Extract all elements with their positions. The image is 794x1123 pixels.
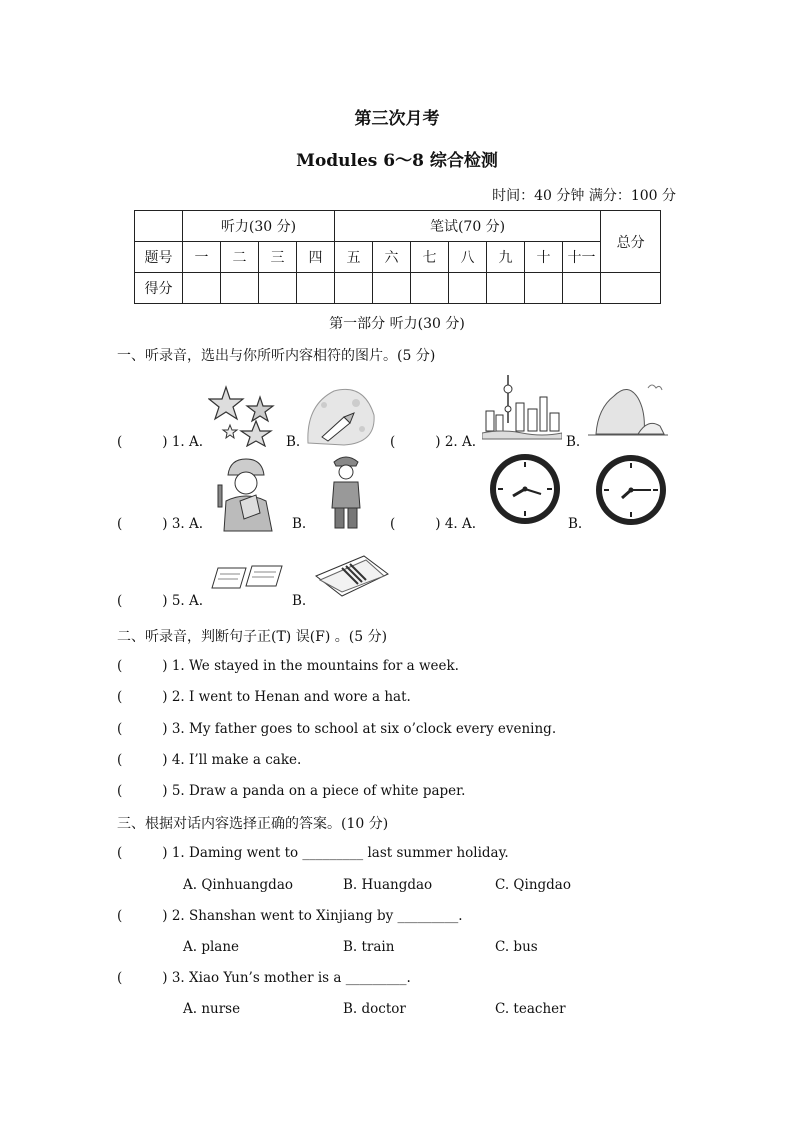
s3-q1-option-c: C. Qingdao <box>495 877 571 893</box>
s3-q3-option-a: A. nurse <box>183 1001 241 1017</box>
question-number: 十 <box>525 242 563 273</box>
question-number: 一 <box>183 242 221 273</box>
paper-bundle-icon <box>312 552 392 600</box>
listening-header: 听力(30 分) <box>183 211 335 242</box>
score-cell[interactable] <box>601 273 661 304</box>
section-1-title: 一、听录音，选出与你所听内容相符的图片。(5 分) <box>117 348 436 364</box>
question-number: 三 <box>259 242 297 273</box>
rocket-moon-icon <box>304 385 378 447</box>
section-3-title: 三、根据对话内容选择正确的答案。(10 分) <box>117 816 389 832</box>
question-number: 九 <box>487 242 525 273</box>
page-title: 第三次月考 <box>354 109 440 129</box>
score-cell[interactable] <box>487 273 525 304</box>
s2-item-3: ( ) 3. My father goes to school at six o’clock every evening. <box>117 721 557 737</box>
score-cell[interactable] <box>449 273 487 304</box>
table-corner <box>135 211 183 242</box>
s1-item-5-b: B. <box>292 593 307 609</box>
score-cell[interactable] <box>221 273 259 304</box>
worker-icon <box>210 455 282 533</box>
score-cell[interactable] <box>525 273 563 304</box>
s1-item-2: ( ) 2. A. <box>390 434 477 450</box>
papers-icon <box>208 562 288 592</box>
question-number: 六 <box>373 242 411 273</box>
clock-icon <box>594 453 668 527</box>
score-cell[interactable] <box>297 273 335 304</box>
s3-question-3: ( ) 3. Xiao Yun’s mother is a _________. <box>117 970 411 986</box>
s1-item-1: ( ) 1. A. <box>117 434 204 450</box>
score-cell[interactable] <box>373 273 411 304</box>
clock-icon <box>488 452 562 526</box>
s1-item-4-b: B. <box>568 516 583 532</box>
score-table <box>134 210 661 304</box>
city-skyline-icon <box>482 373 562 443</box>
score-cell[interactable] <box>259 273 297 304</box>
question-number: 八 <box>449 242 487 273</box>
page-subtitle: Modules 6～8 综合检测 <box>296 151 498 171</box>
score-cell[interactable] <box>563 273 601 304</box>
question-number: 十一 <box>563 242 601 273</box>
s3-q1-option-b: B. Huangdao <box>343 877 433 893</box>
police-officer-icon <box>326 452 366 532</box>
s2-item-1: ( ) 1. We stayed in the mountains for a week. <box>117 658 459 674</box>
row-label-score: 得分 <box>135 273 183 304</box>
section-2-title: 二、听录音，判断句子正(T) 误(F) 。(5 分) <box>117 629 388 645</box>
s1-item-3: ( ) 3. A. <box>117 516 204 532</box>
s3-question-2: ( ) 2. Shanshan went to Xinjiang by _________. <box>117 908 463 924</box>
question-number: 二 <box>221 242 259 273</box>
row-label-num: 题号 <box>135 242 183 273</box>
s2-item-4: ( ) 4. I’ll make a cake. <box>117 752 302 768</box>
total-header: 总分 <box>601 211 661 273</box>
question-number: 七 <box>411 242 449 273</box>
score-cell[interactable] <box>335 273 373 304</box>
s2-item-5: ( ) 5. Draw a panda on a piece of white paper. <box>117 783 466 799</box>
s1-item-2-b: B. <box>566 434 581 450</box>
question-number: 五 <box>335 242 373 273</box>
part-one-title: 第一部分 听力(30 分) <box>329 316 465 332</box>
stars-icon <box>208 385 278 447</box>
s3-q2-option-b: B. train <box>343 939 395 955</box>
question-number: 四 <box>297 242 335 273</box>
s1-item-1-b: B. <box>286 434 301 450</box>
time-info: 时间：40 分钟 满分：100 分 <box>492 188 676 204</box>
writing-header: 笔试(70 分) <box>335 211 601 242</box>
s3-q2-option-a: A. plane <box>183 939 240 955</box>
s1-item-4: ( ) 4. A. <box>390 516 477 532</box>
s1-item-5: ( ) 5. A. <box>117 593 204 609</box>
s3-q1-option-a: A. Qinhuangdao <box>183 877 294 893</box>
mountain-rock-icon <box>588 378 668 438</box>
score-cell[interactable] <box>183 273 221 304</box>
s3-q2-option-c: C. bus <box>495 939 538 955</box>
s2-item-2: ( ) 2. I went to Henan and wore a hat. <box>117 689 411 705</box>
s1-item-3-b: B. <box>292 516 307 532</box>
s3-q3-option-c: C. teacher <box>495 1001 566 1017</box>
score-cell[interactable] <box>411 273 449 304</box>
s3-question-1: ( ) 1. Daming went to _________ last summer holiday. <box>117 845 509 861</box>
s3-q3-option-b: B. doctor <box>343 1001 406 1017</box>
